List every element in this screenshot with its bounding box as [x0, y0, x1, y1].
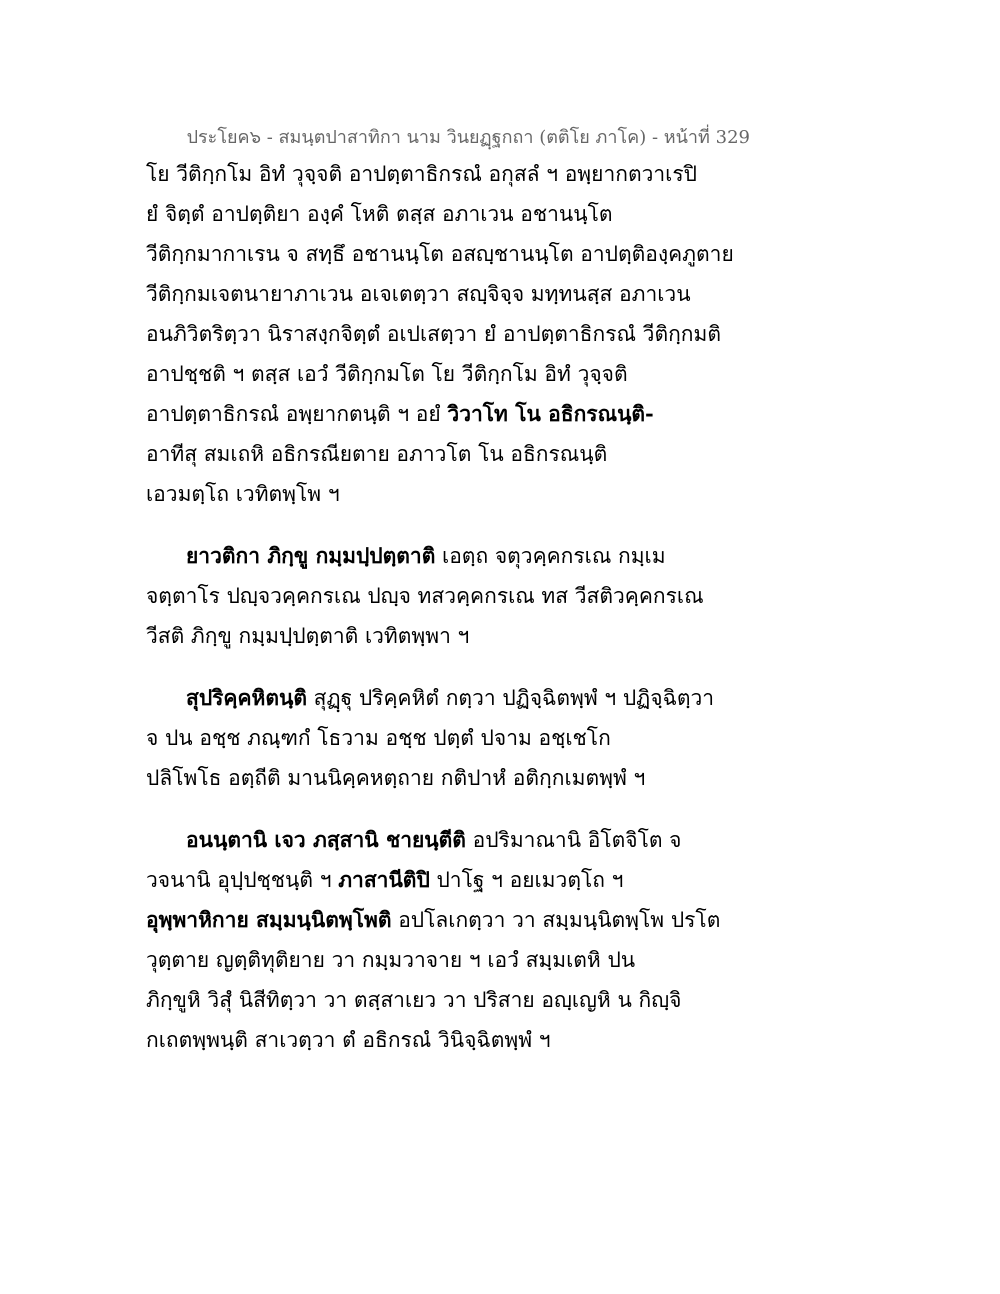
text-line: จตฺตาโร ปญฺจวคฺคกรเณ ปญฺจ ทสวคฺคกรเณ ทส วีสติวคฺคกรเณ — [146, 584, 704, 608]
text-line: อนนฺตานิ เจว ภสฺสานิ ชายนฺตีติ อปริมาณานิ อิโตจิโต จ — [186, 827, 682, 852]
text-line: วจนานิ อุปฺปชฺชนฺติ ฯ ภาสานีติปิ ปาโฐ ฯ อยเมวตฺโถ ฯ — [146, 867, 624, 892]
text-line: วีสติ ภิกฺขู กมฺมปฺปตฺตาติ เวทิตพฺพา ฯ — [146, 624, 470, 648]
body-text — [146, 154, 734, 1060]
text-line: ปลิโพโธ อตฺถีติ มานนิคฺคหตฺถาย กติปาหํ อติกฺกเมตพฺพํ ฯ — [146, 766, 646, 790]
bold-term: อุพฺพาหิกาย สมฺมนฺนิตพฺโพติ — [146, 907, 392, 932]
paragraph — [146, 678, 715, 798]
text-line: ยาวติกา ภิกฺขู กมฺมปฺปตฺตาติ เอตฺถ จตุวคฺคกรเณ กมฺเม — [186, 543, 666, 568]
paragraph — [146, 536, 706, 656]
text-line: เอวมตฺโถ เวทิตพฺโพ ฯ — [146, 482, 340, 506]
paragraph — [146, 820, 721, 1060]
text-line: สุปริคฺคหิตนฺติ สุฏฺฐุ ปริคฺคหิตํ กตฺวา ปฏิจฺฉิตพฺพํ ฯ ปฏิจฺฉิตฺวา — [186, 685, 715, 710]
text-line: วีติกฺกมากาเรน จ สทฺธึ อชานนฺโต อสญฺชานนฺโต อาปตฺติองฺคภูตาย — [146, 242, 734, 266]
text-line: ยํ จิตฺตํ อาปตฺติยา องฺคํ โหติ ตสฺส อภาเวน อชานนฺโต — [146, 202, 613, 226]
text-line: กเถตพฺพนฺติ สาเวตฺวา ตํ อธิกรณํ วินิจฺฉิตพฺพํ ฯ — [146, 1028, 551, 1052]
bold-term: สุปริคฺคหิตนฺติ — [186, 685, 307, 710]
text-line: อาทีสุ สมเถหิ อธิกรณียตาย อภาวโต โน อธิกรณนฺติ — [146, 442, 608, 466]
text-line: อาปตฺตาธิกรณํ อพฺยากตนฺติ ฯ อยํ วิวาโท โน อธิกรณนฺติ- — [146, 401, 654, 426]
text-line: จ ปน อชฺช ภณฺฑกํ โธวาม อชฺช ปตฺตํ ปจาม อชฺเชโก — [146, 726, 611, 750]
text-line: อนภิวิตริตฺวา นิราสงฺกจิตฺตํ อเปเสตฺวา ยํ อาปตฺตาธิกรณํ วีติกฺกมติ — [146, 322, 721, 346]
text-line: ภิกฺขูหิ วิสุํ นิสีทิตฺวา วา ตสฺสาเยว วา ปริสาย อญฺเญหิ น กิญฺจิ — [146, 988, 682, 1012]
bold-term: วิวาโท โน อธิกรณนฺติ- — [447, 401, 654, 426]
text-line: อุพฺพาหิกาย สมฺมนฺนิตพฺโพติ อปโลเกตฺวา วา สมฺมนฺนิตพฺโพ ปรโต — [146, 907, 721, 932]
text-line: อาปชฺชติ ฯ ตสฺส เอวํ วีติกฺกมโต โย วีติกฺกโม อิทํ วุจฺจติ — [146, 362, 628, 386]
bold-term: อนนฺตานิ เจว ภสฺสานิ ชายนฺตีติ — [186, 827, 466, 852]
paragraph — [146, 154, 734, 514]
text-line: วุตฺตาย ญตฺติทุติยาย วา กมฺมวาจาย ฯ เอวํ สมฺมเตหิ ปน — [146, 948, 636, 972]
page-header: ประโยค๖ - สมนฺตปาสาทิกา นาม วินยฏฺฐกถา (ตติโย ภาโค) - หน้าที่ 329 — [186, 127, 750, 148]
bold-term: ภาสานีติปิ — [338, 867, 430, 892]
bold-term: ยาวติกา ภิกฺขู กมฺมปฺปตฺตาติ — [186, 543, 436, 568]
text-line: วีติกฺกมเจตนายาภาเวน อเจเตตฺวา สญฺจิจฺจ มทฺทนสฺส อภาเวน — [146, 282, 691, 306]
text-line: โย วีติกฺกโม อิทํ วุจฺจติ อาปตฺตาธิกรณํ อกุสลํ ฯ อพฺยากตวาเรปิ — [146, 162, 697, 186]
